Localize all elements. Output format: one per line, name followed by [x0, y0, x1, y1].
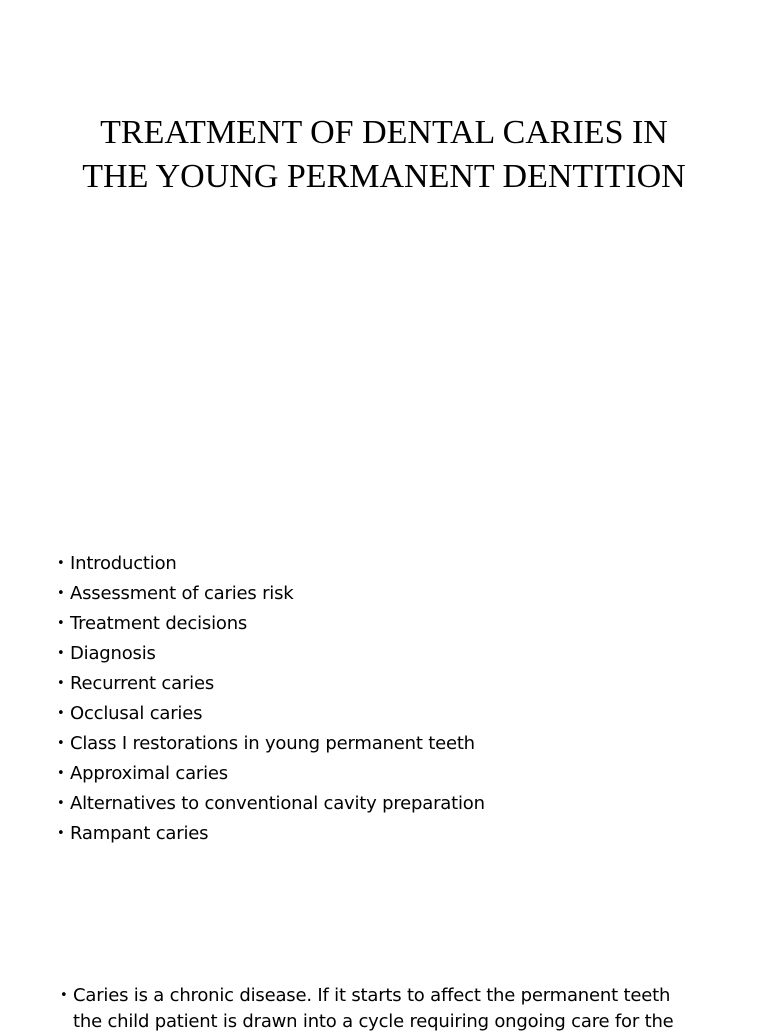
list-item-label: Introduction [70, 553, 177, 574]
list-item-label: Rampant caries [70, 823, 209, 844]
list-item-label: Class I restorations in young permanent teeth [70, 733, 475, 754]
bullet-icon: • [57, 826, 65, 841]
intro-paragraph [60, 983, 710, 1035]
bullet-icon: • [60, 988, 68, 1003]
bullet-icon: • [57, 736, 65, 751]
list-item-label: Treatment decisions [70, 613, 248, 634]
list-item-label: Occlusal caries [70, 703, 203, 724]
topics-list [57, 549, 485, 849]
intro-paragraph-line: Caries is a chronic disease. If it starts to affect the permanent teeth [73, 985, 671, 1006]
bullet-icon: • [57, 586, 65, 601]
bullet-icon: • [57, 616, 65, 631]
list-item [57, 819, 485, 849]
slide-title [0, 111, 768, 199]
list-item [57, 729, 485, 759]
slide-title-line: TREATMENT OF DENTAL CARIES IN [100, 113, 668, 151]
bullet-icon: • [57, 676, 65, 691]
list-item-label: Assessment of caries risk [70, 583, 294, 604]
list-item-label: Diagnosis [70, 643, 156, 664]
bullet-icon: • [57, 766, 65, 781]
intro-paragraph-line: the child patient is drawn into a cycle requiring ongoing care for the [73, 1011, 674, 1032]
list-item [57, 699, 485, 729]
bullet-icon: • [57, 706, 65, 721]
list-item [57, 639, 485, 669]
list-item [57, 759, 485, 789]
bullet-icon: • [57, 646, 65, 661]
list-item-label: Recurrent caries [70, 673, 215, 694]
list-item [57, 579, 485, 609]
intro-paragraph-text [60, 983, 710, 1035]
bullet-icon: • [57, 796, 65, 811]
list-item [57, 609, 485, 639]
list-item [57, 669, 485, 699]
slide-title-line: THE YOUNG PERMANENT DENTITION [82, 157, 686, 195]
list-item [57, 789, 485, 819]
bullet-icon: • [57, 556, 65, 571]
list-item-label: Alternatives to conventional cavity preparation [70, 793, 485, 814]
list-item-label: Approximal caries [70, 763, 228, 784]
list-item [57, 549, 485, 579]
